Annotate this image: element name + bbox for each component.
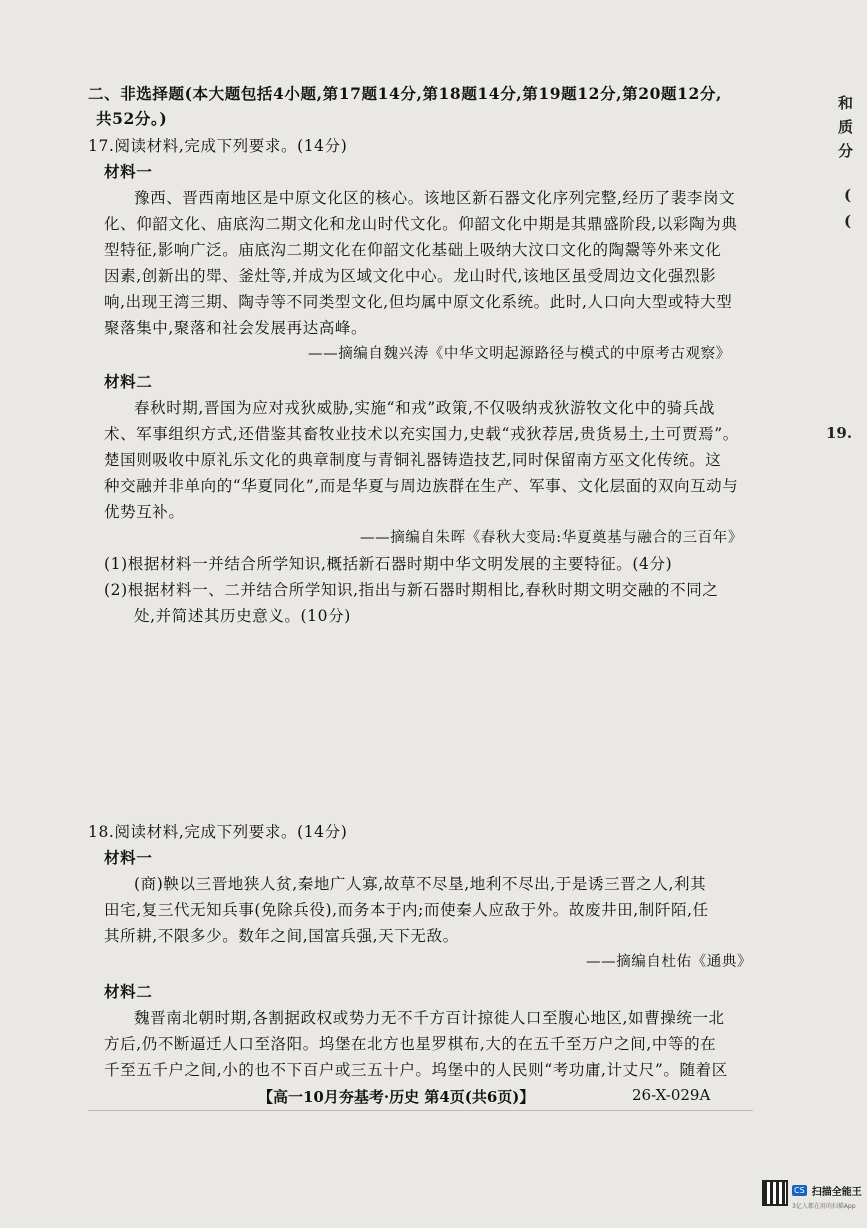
edge-char: 和 [838,94,854,112]
q17-m1-line: 响,出现王湾三期、陶寺等不同类型文化,但均属中原文化系统。此时,人口向大型或特大型 [104,293,733,311]
q17-m2-line: 术、军事组织方式,还借鉴其畜牧业技术以充实国力,史载“戎狄荐居,贵货易土,土可贾焉”。 [104,425,739,443]
q17-sub-question-2-line2: 处,并简述其历史意义。(10分) [134,607,351,625]
q17-material1-label: 材料一 [104,162,153,181]
section-header-line2: 共52分。) [96,109,168,128]
q17-title: 17.阅读材料,完成下列要求。(14分) [88,137,348,155]
scanner-watermark [792,1180,862,1210]
q17-m2-line: 楚国则吸收中原礼乐文化的典章制度与青铜礼器铸造技艺,同时保留南方巫文化传统。这 [104,451,722,469]
q17-m2-line: 种交融并非单向的“华夏同化”,而是华夏与周边族群在生产、军事、文化层面的双向互动与 [104,477,739,495]
q18-m1-line: 其所耕,不限多少。数年之间,国富兵强,天下无敌。 [104,927,459,945]
footer-rule [88,1110,753,1111]
edge-char: 质 [838,118,854,136]
q17-m2-source: ——摘编自朱晖《春秋大变局:华夏奠基与融合的三百年》 [360,530,743,546]
scanner-subtitle: 3亿人都在用的扫描App [792,1203,856,1210]
edge-char: ( [844,186,852,204]
q17-m1-line: 型特征,影响广泛。庙底沟二期文化在仰韶文化基础上吸纳大汶口文化的陶鬶等外来文化 [104,241,722,259]
q18-m2-line: 方后,仍不断逼迁人口至洛阳。坞堡在北方也星罗棋布,大的在五千至万户之间,中等的在 [104,1035,717,1053]
q17-m1-line: 因素,创新出的斝、釜灶等,并成为区域文化中心。龙山时代,该地区虽受周边文化强烈影 [104,267,717,285]
q18-material1-label: 材料一 [104,848,153,867]
q17-sub-question-1: (1)根据材料一并结合所学知识,概括新石器时期中华文明发展的主要特征。(4分) [104,555,673,573]
edge-char: ( [844,212,852,230]
q18-m1-source: ——摘编自杜佑《通典》 [586,954,753,970]
scanner-title: 扫描全能王 [811,1187,862,1198]
q18-title: 18.阅读材料,完成下列要求。(14分) [88,823,348,841]
q18-m1-line: (商)鞅以三晋地狭人贫,秦地广人寡,故草不尽垦,地利不尽出,于是诱三晋之人,利其 [134,875,707,893]
q17-m1-line: 聚落集中,聚落和社会发展再达高峰。 [104,319,368,337]
section-header-line1: 二、非选择题(本大题包括4小题,第17题14分,第18题14分,第19题12分,第20题12分, [88,84,722,103]
q18-m2-line: 千至五千户之间,小的也不下百户或三五十户。坞堡中的人民则“考功庸,计丈尺”。随着区 [104,1061,728,1079]
q17-m1-line: 化、仰韶文化、庙底沟二期文化和龙山时代文化。仰韶文化中期是其鼎盛阶段,以彩陶为典 [104,215,738,233]
q17-m1-source: ——摘编自魏兴涛《中华文明起源路径与模式的中原考古观察》 [308,346,731,362]
edge-char: 分 [838,142,854,160]
footer-center: 【高一10月夯基考·历史 第4页(共6页)】 [258,1088,535,1106]
q17-material2-label: 材料二 [104,372,153,391]
q18-m2-line: 魏晋南北朝时期,各割据政权或势力无不千方百计掠徙人口至腹心地区,如曹操统一北 [134,1009,725,1027]
q18-material2-label: 材料二 [104,982,153,1001]
q17-m1-line: 豫西、晋西南地区是中原文化区的核心。该地区新石器文化序列完整,经历了裴李岗文 [134,189,736,207]
q17-sub-question-2-line1: (2)根据材料一、二并结合所学知识,指出与新石器时期相比,春秋时期文明交融的不同之 [104,581,719,599]
q17-m2-line: 春秋时期,晋国为应对戎狄威胁,实施“和戎”政策,不仅吸纳戎狄游牧文化中的骑兵战 [134,399,716,417]
q17-m2-line: 优势互补。 [104,503,185,521]
q18-m1-line: 田宅,复三代无知兵事(免除兵役),而务本于内;而使秦人应敌于外。故废井田,制阡陌,任 [104,901,709,919]
edge-q19: 19. [826,424,853,442]
footer-code: 26-X-029A [632,1086,711,1104]
scanner-badge: CS [794,1186,805,1195]
qr-code-icon [762,1180,788,1206]
